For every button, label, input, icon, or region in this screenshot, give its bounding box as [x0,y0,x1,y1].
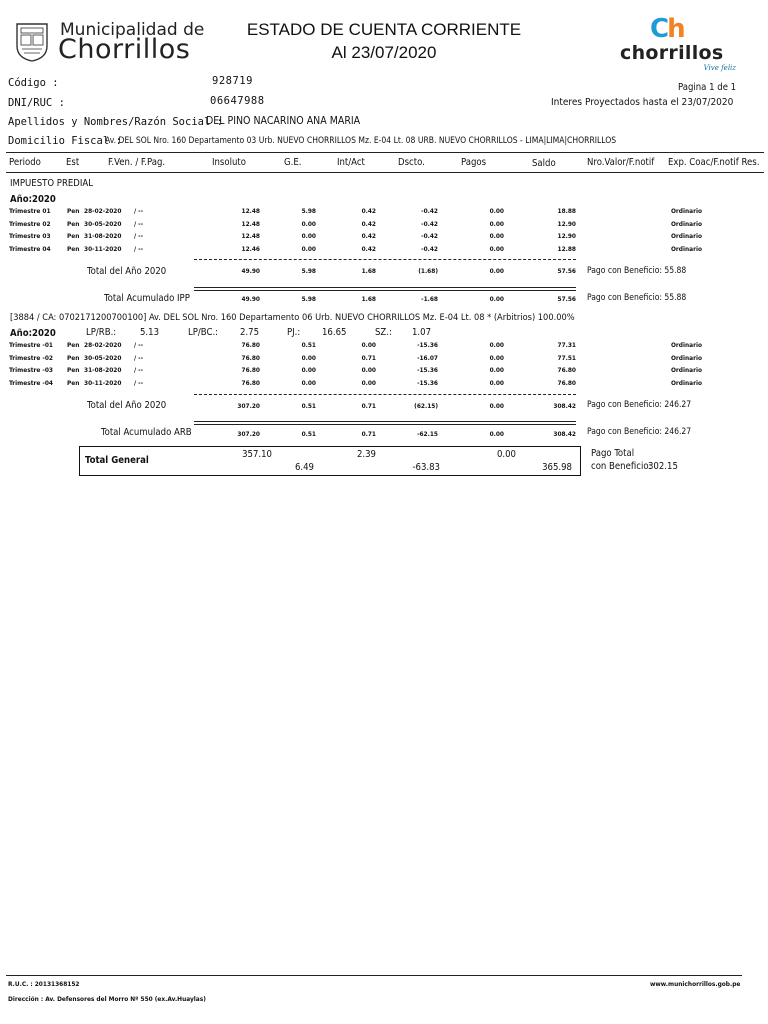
arb-total-acum-dscto: -62.15 [417,430,438,438]
col-saldo: Saldo [532,158,556,169]
cell-saldo: 77.51 [557,353,576,362]
ipp-year-separator [194,259,576,260]
arb-lp-rb-label: LP/RB.: [86,327,117,338]
cell-periodo: Trimestre 02 [9,219,51,228]
arb-total-acum-int: 0.71 [361,430,376,438]
cell-periodo: Trimestre -01 [9,341,53,349]
cell-saldo: 18.88 [557,207,576,215]
ipp-acum-rule-2 [194,290,576,291]
cell-insoluto: 76.80 [241,341,260,349]
col-ge: G.E. [284,157,302,168]
ipp-total-acum-ge: 5.98 [301,295,316,303]
cell-nro-valor: Ordinario [670,353,702,362]
cell-nro-valor: Ordinario [670,219,702,228]
cell-ge: 0.51 [301,341,316,349]
arb-total-acum-insoluto: 307.20 [237,430,260,438]
cell-int-act: 0.00 [361,378,376,387]
cell-nro-valor: Ordinario [670,207,702,215]
arb-total-year-int: 0.71 [361,402,376,410]
cell-dscto: -0.42 [421,232,438,240]
cell-pagos: 0.00 [489,366,504,374]
cell-pagos: 0.00 [489,219,504,228]
cell-insoluto: 76.80 [241,378,260,387]
cell-nro-valor: Ordinario [670,341,702,349]
ipp-total-acum-label: Total Acumulado IPP [104,293,190,304]
cell-saldo: 76.80 [557,366,576,374]
cell-int-act: 0.71 [361,353,376,362]
arb-year-label: Año:2020 [10,328,56,339]
ipp-total-year-dscto: (1.68) [418,267,438,275]
arb-pj-value: 16.65 [322,327,347,338]
pago-total-beneficio-label: con Beneficio: [591,461,652,472]
cell-ge: 0.00 [301,219,316,228]
nombre-label: Apellidos y Nombres/Razón Social : [8,116,223,128]
cell-int-act: 0.00 [361,366,376,374]
footer-rule [6,975,742,976]
cell-fecha-pag: / -- [134,353,144,362]
cell-fecha-ven: 28-02-2020 [84,207,122,215]
ipp-total-year-label: Total del Año 2020 [87,266,167,277]
cell-periodo: Trimestre 01 [9,207,51,215]
arb-total-year-beneficio: Pago con Beneficio: 246.27 [587,400,692,410]
total-general-label: Total General [85,455,149,466]
cell-ge: 0.00 [301,232,316,240]
arb-total-year-dscto: (62.15) [414,402,438,410]
cell-est: Pen [67,341,80,349]
cell-dscto: -15.36 [417,341,438,349]
cell-fecha-pag: / -- [134,378,144,387]
cell-nro-valor: Ordinario [670,232,702,240]
cell-ge: 0.00 [301,366,316,374]
cell-fecha-pag: / -- [134,207,144,215]
cell-int-act: 0.00 [361,341,376,349]
arb-total-year-label: Total del Año 2020 [87,400,167,411]
arb-total-acum-saldo: 308.42 [553,430,576,438]
arb-total-acum-pagos: 0.00 [489,430,504,438]
cell-dscto: -16.07 [417,353,438,362]
total-general-insoluto: 357.10 [242,449,272,460]
chorrillos-brand-logo [618,14,742,74]
cell-pagos: 0.00 [489,207,504,215]
cell-nro-valor: Ordinario [670,378,702,387]
cell-fecha-ven: 30-11-2020 [84,244,122,253]
codigo-value: 928719 [212,75,253,87]
cell-dscto: -15.36 [417,366,438,374]
arb-total-year-saldo: 308.42 [553,402,576,410]
arb-total-year-ge: 0.51 [301,402,316,410]
cell-pagos: 0.00 [489,232,504,240]
codigo-label: Código : [8,77,59,89]
col-est: Est [66,157,80,168]
ipp-section-title: IMPUESTO PREDIAL [10,178,93,189]
arb-total-year-pagos: 0.00 [489,402,504,410]
document-title: ESTADO DE CUENTA CORRIENTE [246,20,522,39]
col-pagos: Pagos [461,157,487,168]
cell-pagos: 0.00 [489,341,504,349]
ipp-total-year-insoluto: 49.90 [241,267,260,275]
cell-saldo: 12.88 [557,244,576,253]
cell-fecha-pag: / -- [134,232,144,240]
col-exp-coac: Exp. Coac/F.notif Res. [668,157,760,168]
cell-periodo: Trimestre 03 [9,232,51,240]
cell-periodo: Trimestre -03 [9,366,53,374]
ipp-total-acum-int: 1.68 [361,295,376,303]
cell-ge: 0.00 [301,353,316,362]
cell-dscto: -15.36 [417,378,438,387]
cell-periodo: Trimestre -02 [9,353,53,362]
page-number: Pagina 1 de 1 [678,82,737,93]
cell-nro-valor: Ordinario [670,244,702,253]
cell-int-act: 0.42 [361,219,376,228]
ipp-total-year-ge: 5.98 [301,267,316,275]
cell-ge: 0.00 [301,378,316,387]
col-fven: F.Ven. / F.Pag. [108,157,166,168]
ipp-total-acum-beneficio: Pago con Beneficio: 55.88 [587,293,687,303]
cell-fecha-ven: 28-02-2020 [84,341,122,349]
cell-ge: 0.00 [301,244,316,253]
cell-est: Pen [67,378,80,387]
ipp-total-acum-dscto: -1.68 [421,295,438,303]
cell-saldo: 12.90 [557,232,576,240]
ipp-total-year-saldo: 57.56 [557,267,576,275]
total-general-dscto: -63.83 [412,462,440,473]
ipp-acum-rule-1 [194,287,576,288]
brand-monogram: Ch [650,14,684,44]
ipp-total-year-beneficio: Pago con Beneficio: 55.88 [587,266,687,276]
municipality-name-line2: Chorrillos [58,34,191,65]
cell-est: Pen [67,366,80,374]
ipp-total-acum-saldo: 57.56 [557,295,576,303]
projected-interest-note: Interes Proyectados hasta el 23/07/2020 [551,97,734,108]
cell-fecha-ven: 30-05-2020 [84,219,122,228]
arb-lp-rb-value: 5.13 [140,327,160,338]
cell-periodo: Trimestre 04 [9,244,51,253]
cell-insoluto: 76.80 [241,353,260,362]
ipp-total-year-int: 1.68 [361,267,376,275]
domicilio-value: Av. DEL SOL Nro. 160 Departamento 03 Urb. NUEVO CHORRILLOS Mz. E-04 Lt. 08 URB. NUEVO CHORRILLOS - LIMA|LIMA|CHORRILLOS [105,136,617,146]
ipp-year-label: Año:2020 [10,194,56,205]
cell-saldo: 12.90 [557,219,576,228]
col-periodo: Periodo [9,157,41,168]
arb-pj-label: PJ.: [287,327,301,338]
arb-lp-bc-label: LP/BC.: [188,327,219,338]
col-insoluto: Insoluto [212,157,246,168]
cell-periodo: Trimestre -04 [9,378,53,387]
cell-pagos: 0.00 [489,378,504,387]
ipp-total-year-pagos: 0.00 [489,267,504,275]
cell-nro-valor: Ordinario [670,366,702,374]
cell-ge: 5.98 [301,207,316,215]
total-general-saldo: 365.98 [542,462,572,473]
cell-fecha-pag: / -- [134,341,144,349]
cell-est: Pen [67,353,80,362]
brand-name: chorrillos [620,42,724,64]
arb-year-separator [194,394,576,395]
cell-int-act: 0.42 [361,232,376,240]
arb-total-acum-ge: 0.51 [301,430,316,438]
total-general-pagos: 0.00 [496,449,516,460]
arb-total-acum-label: Total Acumulado ARB [101,427,192,438]
cell-est: Pen [67,244,80,253]
arb-total-acum-beneficio: Pago con Beneficio: 246.27 [587,427,692,437]
cell-dscto: -0.42 [421,244,438,253]
arb-acum-rule-1 [194,421,576,422]
total-general-ge: 6.49 [294,462,314,473]
dni-value: 06647988 [210,95,265,107]
table-header-rule [6,172,764,173]
document-date: Al 23/07/2020 [331,43,437,62]
cell-fecha-pag: / -- [134,219,144,228]
cell-fecha-pag: / -- [134,244,144,253]
brand-tagline: Vive feliz [703,64,736,72]
total-general-int: 2.39 [356,449,376,460]
cell-fecha-ven: 31-08-2020 [84,366,122,374]
arb-sz-label: SZ.: [375,327,392,338]
pago-total-beneficio-value: 302.15 [648,461,678,472]
cell-est: Pen [67,219,80,228]
footer-direccion: Dirección : Av. Defensores del Morro Nº 550 (ex.Av.Huaylas) [8,995,206,1003]
cell-dscto: -0.42 [421,219,438,228]
cell-insoluto: 12.48 [241,207,260,215]
arb-total-year-insoluto: 307.20 [237,402,260,410]
cell-int-act: 0.42 [361,207,376,215]
cell-fecha-pag: / -- [134,366,144,374]
cell-insoluto: 12.48 [241,219,260,228]
ipp-total-acum-insoluto: 49.90 [241,295,260,303]
footer-ruc: R.U.C. : 20131368152 [8,980,80,988]
col-int-act: Int/Act [337,157,365,168]
arb-section-title: [3884 / CA: 0702171200700100] Av. DEL SOL Nro. 160 Departamento 06 Urb. NUEVO CHORRILLOS Mz. E-04 Lt. 08 * (Arbitrios) 100.00% [10,312,575,323]
table-top-rule [6,152,764,153]
dni-label: DNI/RUC : [8,97,65,109]
ipp-total-acum-pagos: 0.00 [489,295,504,303]
cell-insoluto: 12.48 [241,232,260,240]
arb-lp-bc-value: 2.75 [240,327,260,338]
cell-saldo: 76.80 [557,378,576,387]
cell-est: Pen [67,232,80,240]
arb-acum-rule-2 [194,424,576,425]
nombre-value: DEL PINO NACARINO ANA MARIA [206,115,361,127]
cell-fecha-ven: 30-05-2020 [84,353,122,362]
cell-fecha-ven: 31-08-2020 [84,232,122,240]
cell-dscto: -0.42 [421,207,438,215]
municipality-name-line1: Municipalidad de [60,20,205,40]
cell-insoluto: 76.80 [241,366,260,374]
cell-saldo: 77.31 [557,341,576,349]
cell-pagos: 0.00 [489,244,504,253]
col-dscto: Dscto. [398,157,425,168]
cell-fecha-ven: 30-11-2020 [84,378,122,387]
col-nro-valor: Nro.Valor/F.notif [587,157,655,168]
pago-total-label: Pago Total [591,448,635,459]
arb-sz-value: 1.07 [412,327,432,338]
cell-est: Pen [67,207,80,215]
cell-int-act: 0.42 [361,244,376,253]
cell-pagos: 0.00 [489,353,504,362]
footer-website[interactable]: www.munichorrillos.gob.pe [650,980,741,988]
cell-insoluto: 12.46 [241,244,260,253]
domicilio-label: Domicilio Fiscal : [8,135,122,147]
